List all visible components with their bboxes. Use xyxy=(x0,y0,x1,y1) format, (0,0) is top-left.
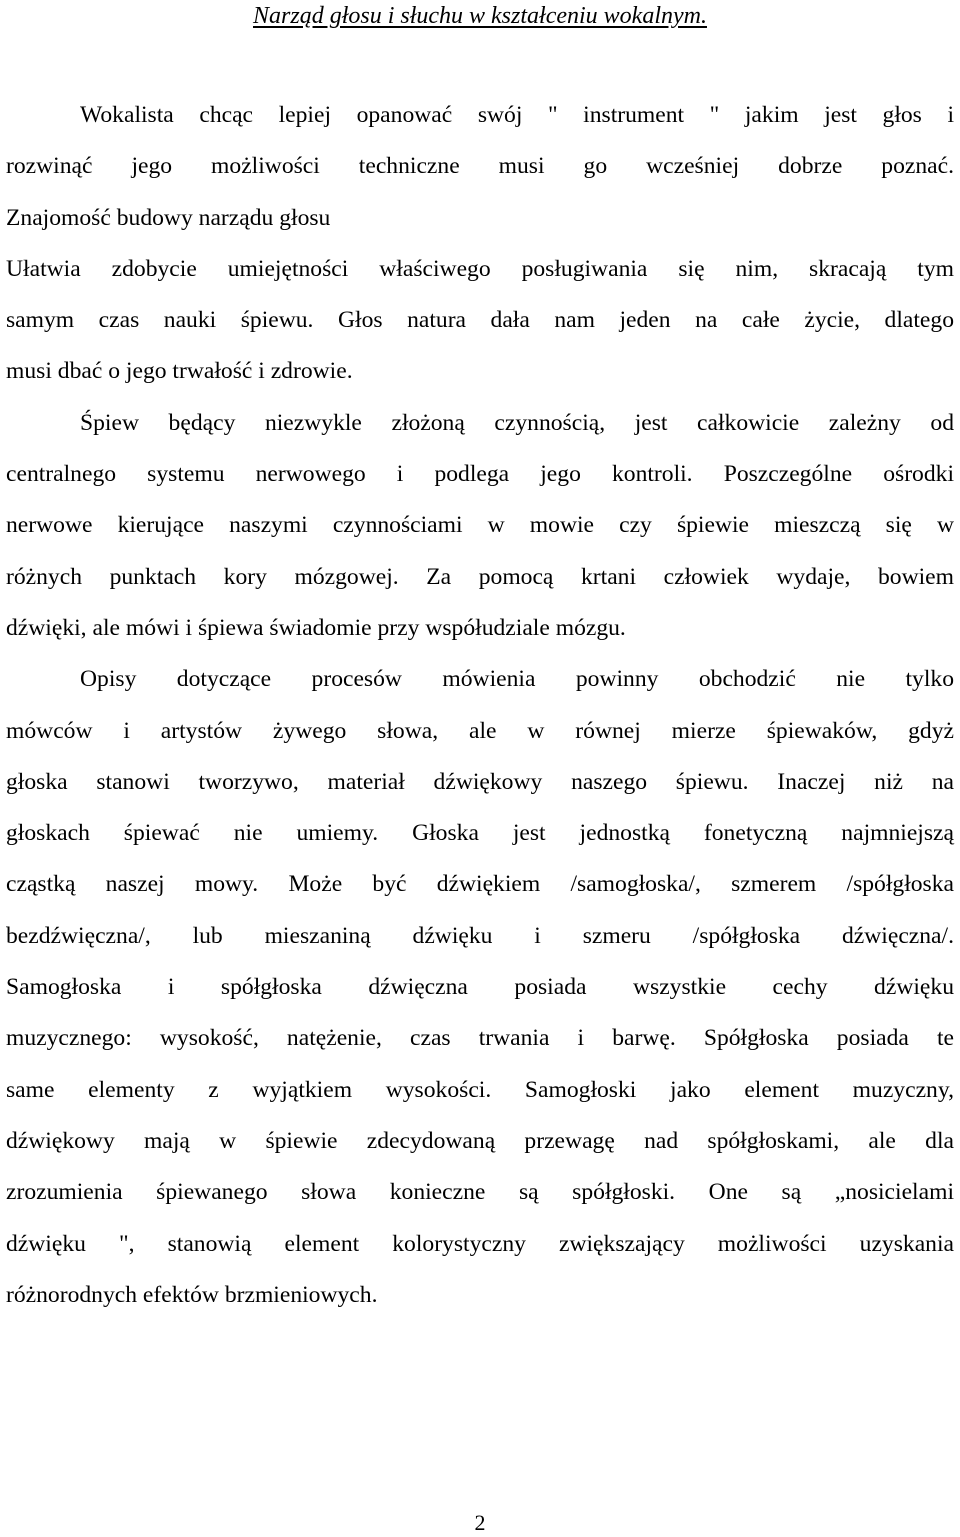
paragraph-line: rozwinąć jego możliwości techniczne musi go wcześniej dobrze poznać. xyxy=(6,153,954,180)
paragraph-line: zrozumienia śpiewanego słowa konieczne są spółgłoski. One są „nosicielami xyxy=(6,1179,954,1206)
paragraph-line: cząstką naszej mowy. Może być dźwiękiem /samogłoska/, szmerem /spółgłoska xyxy=(6,871,954,898)
paragraph-line: mówców i artystów żywego słowa, ale w równej mierze śpiewaków, gdyż xyxy=(6,717,954,744)
paragraph-line: centralnego systemu nerwowego i podlega jego kontroli. Poszczególne ośrodki xyxy=(6,461,954,488)
paragraph-line: dźwięku ", stanowią element kolorystyczny zwiększający możliwości uzyskania xyxy=(6,1230,954,1257)
paragraph-line: Śpiew będący niezwykle złożoną czynnością, jest całkowicie zależny od xyxy=(80,409,954,436)
paragraph-line: różnych punktach kory mózgowej. Za pomocą krtani człowiek wydaje, bowiem xyxy=(6,563,954,590)
paragraph-line: same elementy z wyjątkiem wysokości. Samogłoski jako element muzyczny, xyxy=(6,1076,954,1103)
paragraph-line: dźwiękowy mają w śpiewie zdecydowaną przewagę nad spółgłoskami, ale dla xyxy=(6,1127,954,1154)
paragraph-line: głoska stanowi tworzywo, materiał dźwiękowy naszego śpiewu. Inaczej niż na xyxy=(6,768,954,795)
paragraph-line: muzycznego: wysokość, natężenie, czas trwania i barwę. Spółgłoska posiada te xyxy=(6,1025,954,1052)
paragraph-line: musi dbać o jego trwałość i zdrowie. xyxy=(6,358,353,385)
paragraph-line: Samogłoska i spółgłoska dźwięczna posiada wszystkie cechy dźwięku xyxy=(6,974,954,1001)
page-number: 2 xyxy=(474,1510,486,1535)
paragraph-line: dźwięki, ale mówi i śpiewa świadomie przy współudziale mózgu. xyxy=(6,614,626,641)
document-body xyxy=(6,90,954,1321)
document-title: Narząd głosu i słuchu w kształceniu wokalnym. xyxy=(253,3,707,29)
paragraph-line: Opisy dotyczące procesów mówienia powinny obchodzić nie tylko xyxy=(80,666,954,693)
paragraph-line: bezdźwięczna/, lub mieszaniną dźwięku i szmeru /spółgłoska dźwięczna/. xyxy=(6,922,954,949)
paragraph-line: różnorodnych efektów brzmieniowych. xyxy=(6,1281,378,1308)
paragraph-line: głoskach śpiewać nie umiemy. Głoska jest jednostką fonetyczną najmniejszą xyxy=(6,820,954,847)
document-page xyxy=(6,0,954,1537)
paragraph-line: Znajomość budowy narządu głosu xyxy=(6,204,331,231)
paragraph-line: samym czas nauki śpiewu. Głos natura dała nam jeden na całe życie, dlatego xyxy=(6,307,954,334)
paragraph-line: nerwowe kierujące naszymi czynnościami w mowie czy śpiewie mieszczą się w xyxy=(6,512,954,539)
paragraph-line: Wokalista chcąc lepiej opanować swój " instrument " jakim jest głos i xyxy=(80,102,954,128)
paragraph-line: Ułatwia zdobycie umiejętności właściwego posługiwania się nim, skracają tym xyxy=(6,255,954,282)
